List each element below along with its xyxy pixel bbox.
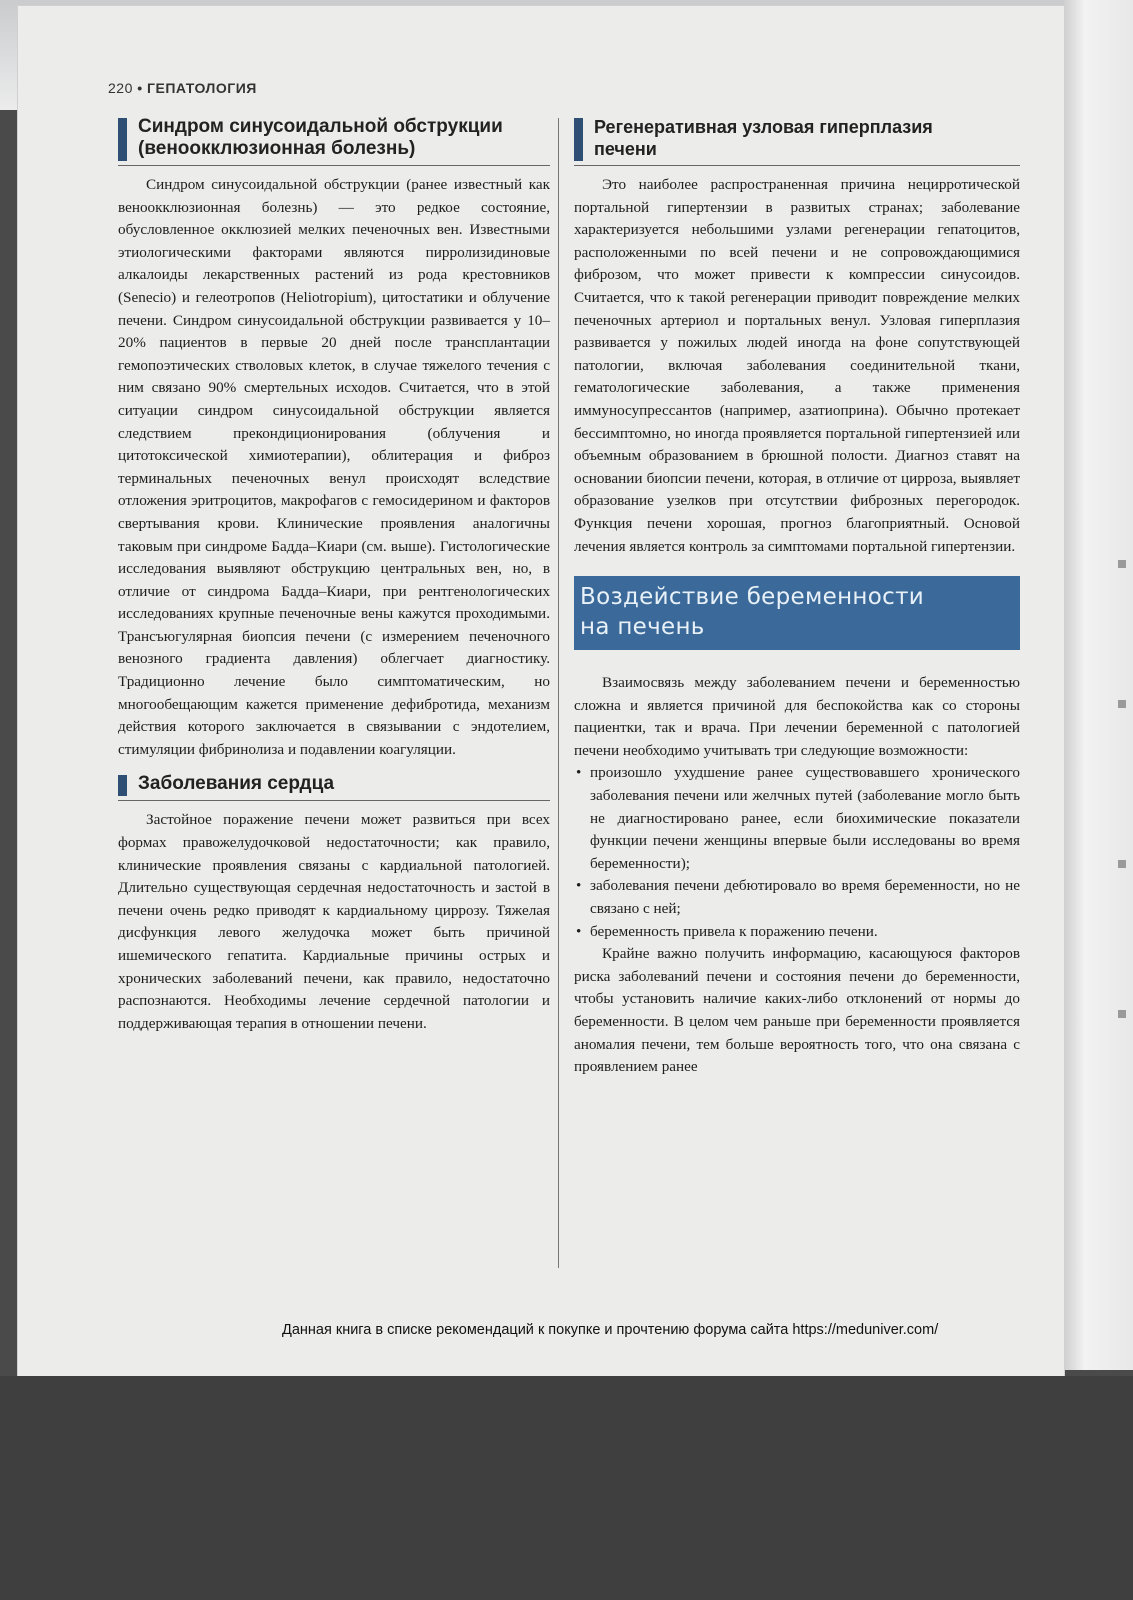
page-number: 220 — [108, 80, 133, 96]
scan-background-bottom — [0, 1376, 1133, 1600]
chapter-banner — [574, 576, 1020, 650]
page-edge-mark — [1118, 860, 1126, 868]
section-heading — [574, 116, 1020, 166]
heading-line: Заболевания сердца — [138, 773, 335, 795]
column-divider — [558, 118, 559, 1268]
heading-line: Синдром синусоидальной обструкции — [138, 116, 503, 137]
section-heading — [118, 116, 550, 166]
chapter-title: ГЕПАТОЛОГИЯ — [147, 80, 257, 96]
banner-line: на печень — [580, 614, 705, 641]
heading-line: Регенеративная узловая гиперплазия — [594, 117, 933, 137]
heading-line: (веноокклюзионная болезнь) — [138, 138, 416, 159]
page-edge-mark — [1118, 1010, 1126, 1018]
running-header — [108, 80, 257, 96]
next-page-edge — [1064, 0, 1133, 1370]
banner-line: Воздействие беременности — [580, 584, 925, 611]
section-body: Крайне важно получить информацию, касающуюся факторов риска заболеваний печени и состояния печени до беременности, чтобы установить наличие каких-либо отклонений от нормы до беременности. В целом чем раньше при беременности проявляется аномалия печени, тем больше вероятность того, что она связана с проявлением ранее — [574, 945, 1020, 1076]
left-column — [118, 116, 550, 1035]
list-item: • произошло ухудшение ранее существовавшего хронического заболевания печени или желчных путей (заболевание могло быть не диагностировано ранее, если биохимические показатели функции печени женщины впервые были исследованы во время беременности); — [574, 762, 1020, 875]
bullet-list — [574, 762, 1020, 943]
section-intro: Взаимосвязь между заболеванием печени и беременностью сложна и является причиной для беспокойства как со стороны пациентки, так и врача. При лечении беременной с патологией печени необходимо учитывать три следующие возможности: — [574, 674, 1020, 759]
list-item: • заболевания печени дебютировало во время беременности, но не связано с ней; — [574, 875, 1020, 920]
right-column — [574, 116, 1020, 1079]
heading-line: печени — [594, 139, 657, 159]
page-edge-mark — [1118, 700, 1126, 708]
section-heading — [118, 773, 550, 801]
page-edge-mark — [1118, 560, 1126, 568]
header-separator: • — [137, 80, 143, 96]
section-body: Застойное поражение печени может развиться при всех формах правожелудочковой недостаточности; как правило, клинические проявления связаны с кардиальной патологией. Длительно существующая сердечная недостаточность и застой в печени очень редко приводят к кардиальному циррозу. Тяжелая дисфункция левого желудочка может быть причиной ишемического гепатита. Кардиальные причины острых и хронических заболеваний печени, как правило, недостаточно распознаются. Необходимы лечение сердечной патологии и поддерживающая терапия в отношении печени. — [118, 811, 550, 1032]
footer-note: Данная книга в списке рекомендаций к покупке и прочтению форума сайта https://meduniver.com/ — [282, 1322, 939, 1338]
list-item: • беременность привела к поражению печени. — [574, 921, 1020, 944]
section-body: Синдром синусоидальной обструкции (ранее известный как веноокклюзионная болезнь) — это редкое состояние, обусловленное окклюзией мелких печеночных вен. Известными этиологическими факторами являются пирролизидиновые алкалоиды лекарственных растений из рода крестовников (Senecio) и гелеотропов (Heliotropium), цитостатики и облучение печени. Синдром синусоидальной обструкции развивается у 10–20% пациентов в первые 20 дней после трансплантации гемопоэтических стволовых клеток, в случае тяжелого течения с ним связано 90% смертельных исходов. Считается, что в этой ситуации синдром синусоидальной обструкции является следствием прекондиционирования (облучения и цитотоксической химиотерапии), облитерация и фиброз терминальных печеночных венул происходят вследствие отложения эритроцитов, макрофагов с гемосидерином и факторов свертывания крови. Клинические проявления аналогичны таковым при синдроме Бадда–Киари (см. выше). Гистологические исследования выявляют обструкцию центральных вен, но, в отличие от синдрома Бадда–Киари, при рентгенологических исследованиях крупные печеночные вены кажутся проходимыми. Трансъюгулярная биопсия печени (с измерением печеночного венозного градиента давления) облегчает диагностику. Традиционно лечение было симптоматическим, но многообещающим кажется применение дефибротида, механизм действия которого заключается в связывании с эндотелием, стимуляции фибринолиза и подавлении коагуляции. — [118, 176, 550, 758]
section-body: Это наиболее распространенная причина нецирротической портальной гипертензии в развитых странах; заболевание характеризуется небольшими узлами регенерации гепатоцитов, расположенными по всей печени и не сопровождающимися фиброзом, что может привести к компрессии синусоидов. Считается, что к такой регенерации приводит повреждение мелких печеночных артериол и портальных венул. Узловая гиперплазия развивается у пожилых людей иногда на фоне сопутствующей патологии, включая заболевания соединительной ткани, гематологические заболевания, а также применения иммуносупрессантов (например, азатиоприна). Обычно протекает бессимптомно, но иногда проявляется портальной гипертензией или объемным образованием в брюшной полости. Диагноз ставят на основании биопсии печени, которая, в отличие от цирроза, выявляет образование узелков при отсутствии фиброзных перегородок. Функция печени хорошая, прогноз благоприятный. Основой лечения является контроль за симптомами портальной гипертензии. — [574, 176, 1020, 555]
